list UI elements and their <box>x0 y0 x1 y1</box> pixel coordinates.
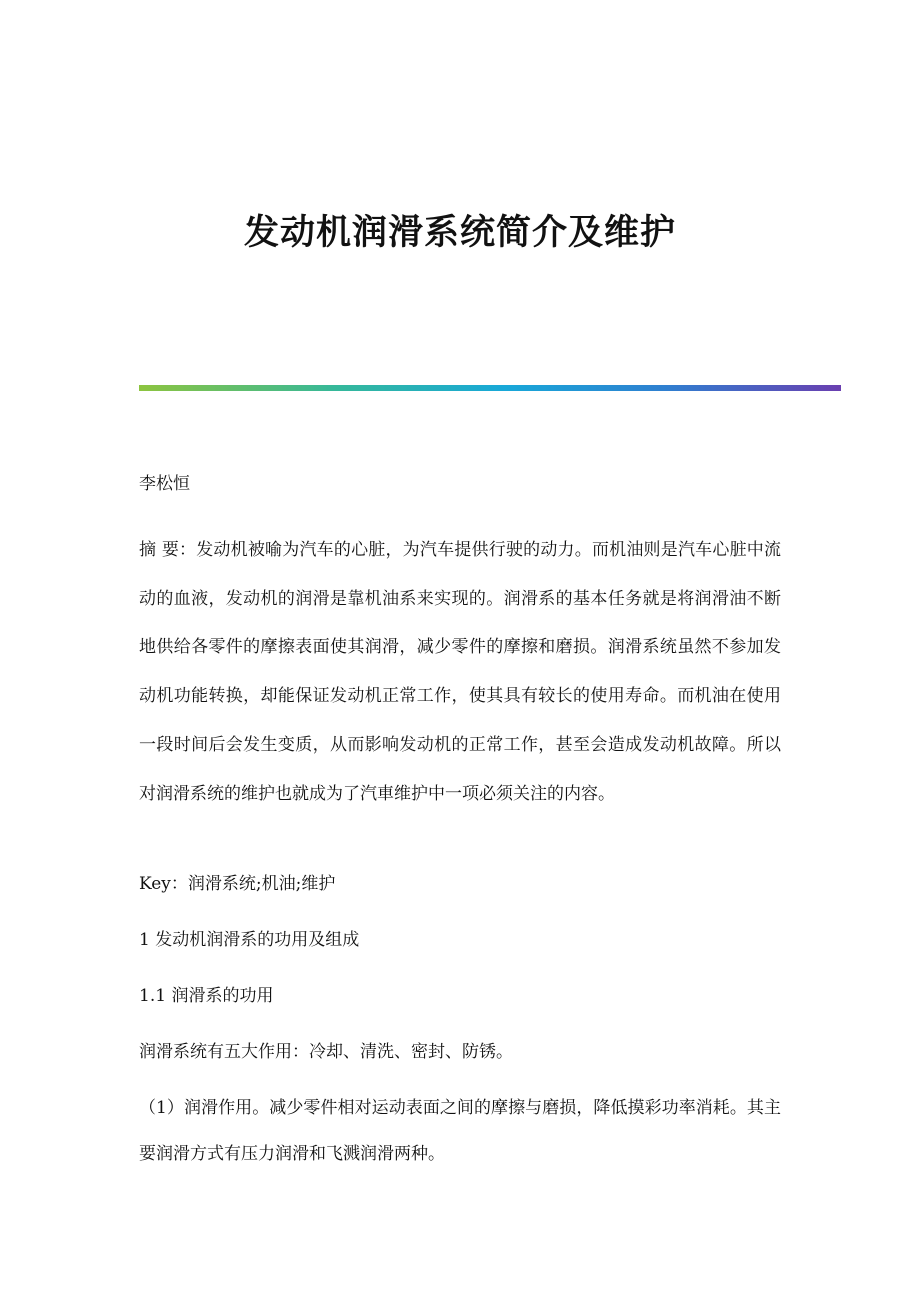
title-divider <box>139 385 841 391</box>
function-item-1-paragraph: （1）润滑作用。减少零件相对运动表面之间的摩擦与磨损，降低摸彩功率消耗。其主要润滑方式有压力润滑和飞溅润滑两种。 <box>139 1098 781 1164</box>
section-heading-1: 1 发动机润滑系的功用及组成 <box>139 930 360 950</box>
author-name: 李松恒 <box>139 474 190 494</box>
document-title: 发动机润滑系统简介及维护 <box>243 213 676 253</box>
keywords-line: Key：润滑系统;机油;维护 <box>139 874 336 894</box>
section-heading-1-1: 1.1 润滑系的功用 <box>139 986 274 1006</box>
functions-intro-paragraph: 润滑系统有五大作用：冷却、清洗、密封、防锈。 <box>139 1042 513 1062</box>
abstract-paragraph: 摘 要：发动机被喻为汽车的心脏，为汽车提供行驶的动力。而机油则是汽车心脏中流动的血液，发动机的润滑是靠机油系来实现的。润滑系的基本任务就是将润滑油不断地供给各零件的摩擦表面使其润滑，减少零件的摩擦和磨损。润滑系统虽然不参加发动机功能转换，却能保证发动机正常工作，使其具有较长的使用寿命。而机油在使用一段时间后会发生变质，从而影响发动机的正常工作，甚至会造成发动机故障。所以对润滑系统的维护也就成为了汽車维护中一项必须关注的内容。 <box>139 540 781 804</box>
